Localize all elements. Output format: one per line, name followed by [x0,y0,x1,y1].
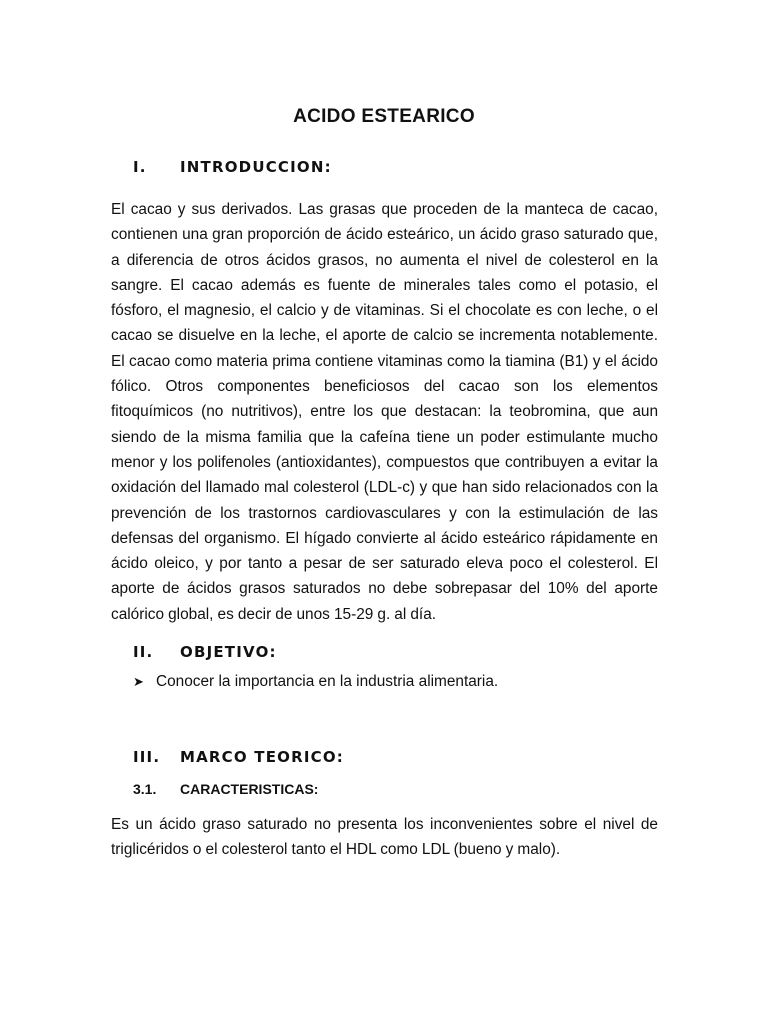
subsection-number: 3.1. [133,781,157,797]
caracteristicas-paragraph: Es un ácido graso saturado no presenta los inconvenientes sobre el nivel de triglicéridos o el colesterol tanto el HDL como LDL (bueno y malo). [111,816,658,859]
document-title: ACIDO ESTEARICO [293,106,475,127]
section-number: II. [133,643,154,661]
section-title: OBJETIVO: [180,643,277,661]
section-number: III. [133,748,161,766]
list-item [133,673,498,691]
subsection-title: CARACTERISTICAS: [180,781,319,797]
arrowhead-bullet-icon: ➤ [133,674,144,689]
section-title: MARCO TEORICO: [180,748,344,766]
section-heading-marco-teorico [133,748,344,766]
introduccion-paragraph: El cacao y sus derivados. Las grasas que proceden de la manteca de cacao, contienen una gran proporción de ácido esteárico, un ácido graso saturado que, a diferencia de otros ácidos grasos, no aumenta el nivel de colesterol en la sangre. El cacao además es fuente de minerales tales como el potasio, el fósforo, el magnesio, el calcio y de vitaminas. Si el chocolate es con leche, o el cacao se disuelve en la leche, el aporte de calcio se incrementa notablemente. El cacao como materia prima contiene vitaminas como la tiamina (B1) y el ácido fólico. Otros componentes beneficiosos del cacao son los elementos fitoquímicos (no nutritivos), entre los que destacan: la teobromina, que aun siendo de la misma familia que la cafeína tiene un poder estimulante mucho menor y los polifenoles (antioxidantes), compuestos que contribuyen a evitar la oxidación del llamado mal colesterol (LDL-c) y que han sido relacionados con la prevención de los trastornos cardiovasculares y con la estimulación de las defensas del organismo. El hígado convierte al ácido esteárico rápidamente en ácido oleico, y por tanto a pesar de ser saturado eleva poco el colesterol. El aporte de ácidos grasos saturados no debe sobrepasar del 10% del aporte calórico global, es decir de unos 15-29 g. al día. [111,201,658,623]
section-heading-introduccion [133,158,332,176]
section-number: I. [133,158,147,176]
section-heading-objetivo [133,643,277,661]
section-title: INTRODUCCION: [180,158,332,176]
objective-list [133,673,498,691]
subsection-heading-caracteristicas [133,781,318,797]
objective-text: Conocer la importancia en la industria alimentaria. [156,673,499,690]
